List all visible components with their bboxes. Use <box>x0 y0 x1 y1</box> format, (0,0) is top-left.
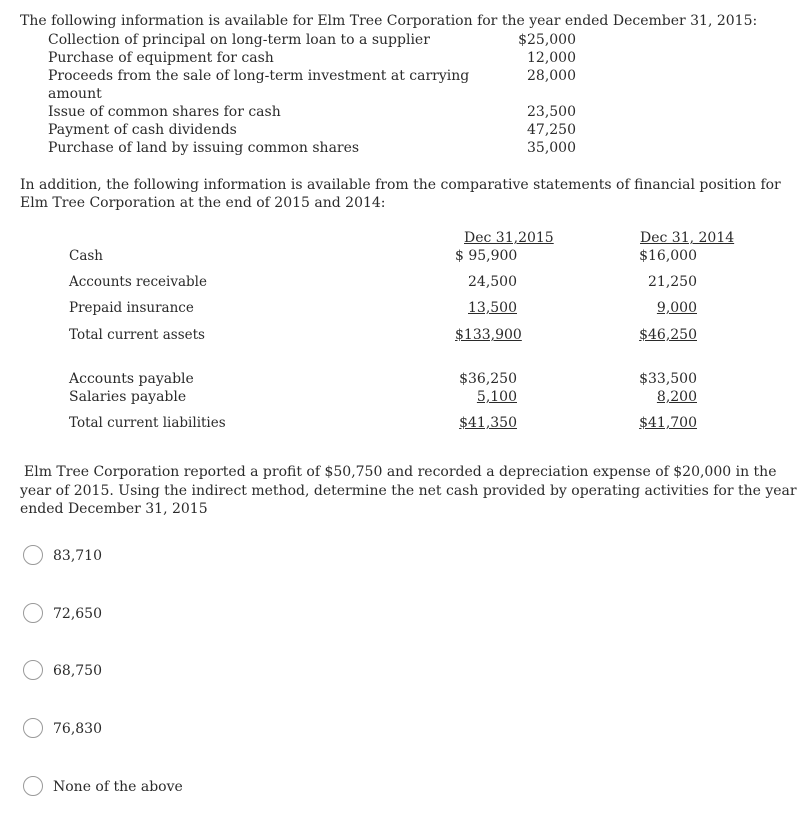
asset-value-2015: 24,500 <box>468 274 517 290</box>
question-text-line3: ended December 31, 2015 <box>20 501 208 517</box>
asset-value-2015: $ 95,900 <box>455 248 518 264</box>
liability-value-2015-text: 5,100 <box>476 389 517 405</box>
liability-total-2015: $41,350 <box>459 415 517 431</box>
item-label: Payment of cash dividends <box>48 122 237 138</box>
option-radio[interactable] <box>23 718 43 738</box>
item-label: Purchase of equipment for cash <box>48 50 274 66</box>
option-label[interactable]: 76,830 <box>53 721 102 737</box>
liability-total-label: Total current liabilities <box>69 415 226 431</box>
asset-label: Accounts receivable <box>69 274 207 290</box>
liability-value-2014 <box>645 388 697 406</box>
question-text-line2: year of 2015. Using the indirect method, determine the net cash provided by operating activities for the year <box>20 483 797 499</box>
option-radio[interactable] <box>23 545 43 565</box>
liability-label: Accounts payable <box>69 371 194 387</box>
asset-value-2014 <box>645 299 697 317</box>
addition-text-line2: Elm Tree Corporation at the end of 2015 and 2014: <box>20 195 386 211</box>
liability-value-2014: $33,500 <box>639 371 697 387</box>
option-label[interactable]: None of the above <box>53 779 183 795</box>
asset-total-2014: $46,250 <box>639 327 697 343</box>
asset-label: Cash <box>69 248 104 264</box>
asset-total-2015: $133,900 <box>455 327 522 343</box>
liability-total-2014: $41,700 <box>639 415 697 431</box>
intro-text: The following information is available for Elm Tree Corporation for the year ended December 31, 2015: <box>20 13 758 29</box>
item-value: $25,000 <box>518 32 576 48</box>
column-header-2014: Dec 31, 2014 <box>640 230 735 246</box>
asset-value-2014-text: 9,000 <box>656 300 697 316</box>
column-header-2015: Dec 31,2015 <box>464 230 554 246</box>
liability-value-2015: $36,250 <box>459 371 517 387</box>
liability-label: Salaries payable <box>69 389 187 405</box>
liability-value-2014-text: 8,200 <box>656 389 697 405</box>
option-radio[interactable] <box>23 603 43 623</box>
addition-text-line1: In addition, the following information is available from the comparative statements of financial position for <box>20 177 781 193</box>
question-text-line1: Elm Tree Corporation reported a profit of $50,750 and recorded a depreciation expense of $20,000 in the <box>24 464 777 480</box>
item-value: 47,250 <box>527 122 576 138</box>
item-label: Proceeds from the sale of long-term investment at carrying <box>48 68 470 84</box>
item-value: 28,000 <box>527 68 576 84</box>
item-label: Purchase of land by issuing common shares <box>48 140 360 156</box>
option-label[interactable]: 68,750 <box>53 663 102 679</box>
asset-value-2015-text: 13,500 <box>468 300 517 316</box>
item-label-continued: amount <box>48 86 102 102</box>
asset-total-label: Total current assets <box>69 327 205 343</box>
option-label[interactable]: 83,710 <box>53 548 102 564</box>
item-value: 23,500 <box>527 104 576 120</box>
liability-value-2015 <box>464 388 517 406</box>
asset-value-2014: 21,250 <box>648 274 697 290</box>
item-value: 35,000 <box>527 140 576 156</box>
asset-value-2014: $16,000 <box>639 248 697 264</box>
asset-value-2015 <box>455 299 517 317</box>
option-radio[interactable] <box>23 776 43 796</box>
item-value: 12,000 <box>527 50 576 66</box>
item-label: Issue of common shares for cash <box>48 104 281 120</box>
option-radio[interactable] <box>23 660 43 680</box>
option-label[interactable]: 72,650 <box>53 606 102 622</box>
item-label: Collection of principal on long-term loan to a supplier <box>48 32 430 48</box>
asset-label: Prepaid insurance <box>69 300 194 316</box>
